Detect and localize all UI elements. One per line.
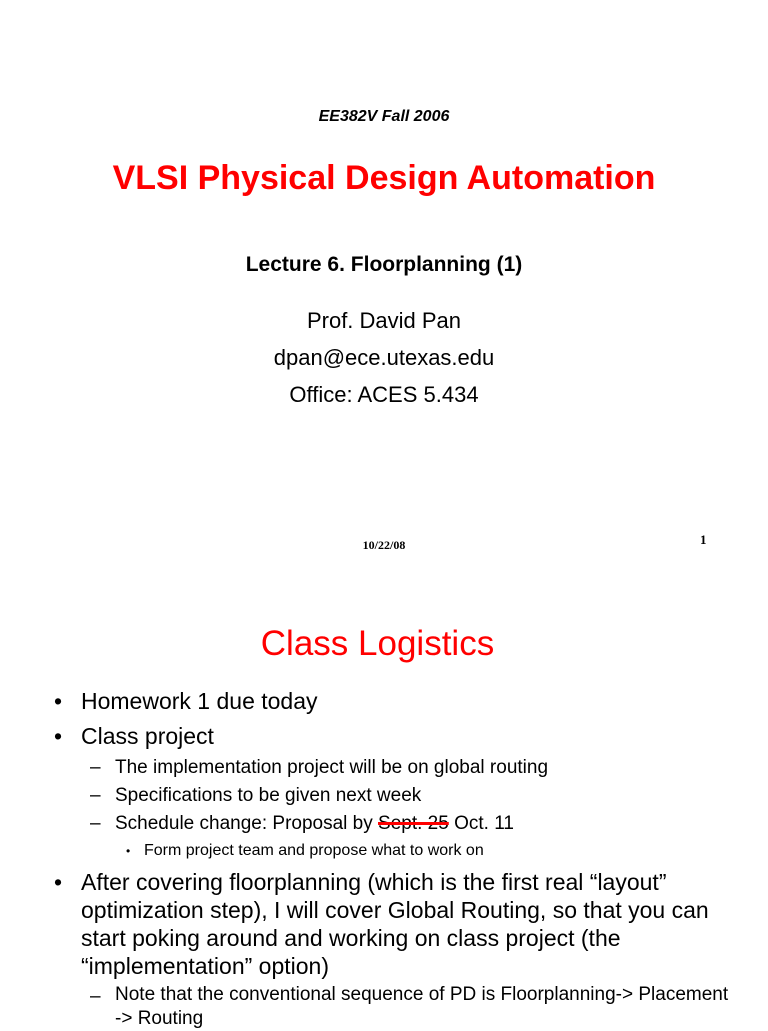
- slide-title: Class Logistics: [260, 624, 495, 663]
- bullet-icon: •: [54, 723, 63, 749]
- bullet-icon: •: [126, 844, 131, 858]
- page-number: 1: [700, 532, 707, 547]
- bullet-icon: •: [54, 688, 63, 714]
- slide-class-logistics: [0, 575, 768, 1029]
- author-email: dpan@ece.utexas.edu: [273, 345, 495, 370]
- author-name: Prof. David Pan: [306, 308, 462, 333]
- lecture-subtitle: Lecture 6. Floorplanning (1): [245, 253, 523, 276]
- bullet-icon: •: [54, 869, 63, 895]
- footer-date: 10/22/08: [362, 538, 406, 552]
- struck-date: Sept. 25: [378, 813, 449, 834]
- schedule-prefix: Schedule change: Proposal by: [115, 813, 379, 834]
- sub-sub-list-item-text: Form project team and propose what to work on: [144, 842, 484, 859]
- author-office: Office: ACES 5.434: [289, 382, 479, 407]
- slide-title: VLSI Physical Design Automation: [112, 159, 656, 197]
- list-item-text: Class project: [81, 723, 214, 749]
- sub-list-item-text: [115, 810, 735, 838]
- sub-list-item-text: Note that the conventional sequence of PD is Floorplanning-> Placement -> Routing: [115, 984, 729, 1029]
- dash-icon: –: [90, 986, 101, 1007]
- sub-list-item-text: Specifications to be given next week: [115, 785, 422, 806]
- course-label: EE382V Fall 2006: [318, 108, 450, 125]
- list-item-text: Homework 1 due today: [81, 688, 318, 714]
- dash-icon: –: [90, 785, 101, 806]
- dash-icon: –: [90, 757, 101, 778]
- new-date: Oct. 11: [448, 813, 514, 834]
- list-item-text: After covering floorplanning (which is the first real “layout” optimization step), I will cover Global Routing, so that you can start poking around and working on class project (the “implementation” option): [81, 869, 709, 979]
- dash-icon: –: [90, 813, 101, 834]
- sub-list-item-text: The implementation project will be on global routing: [115, 757, 549, 778]
